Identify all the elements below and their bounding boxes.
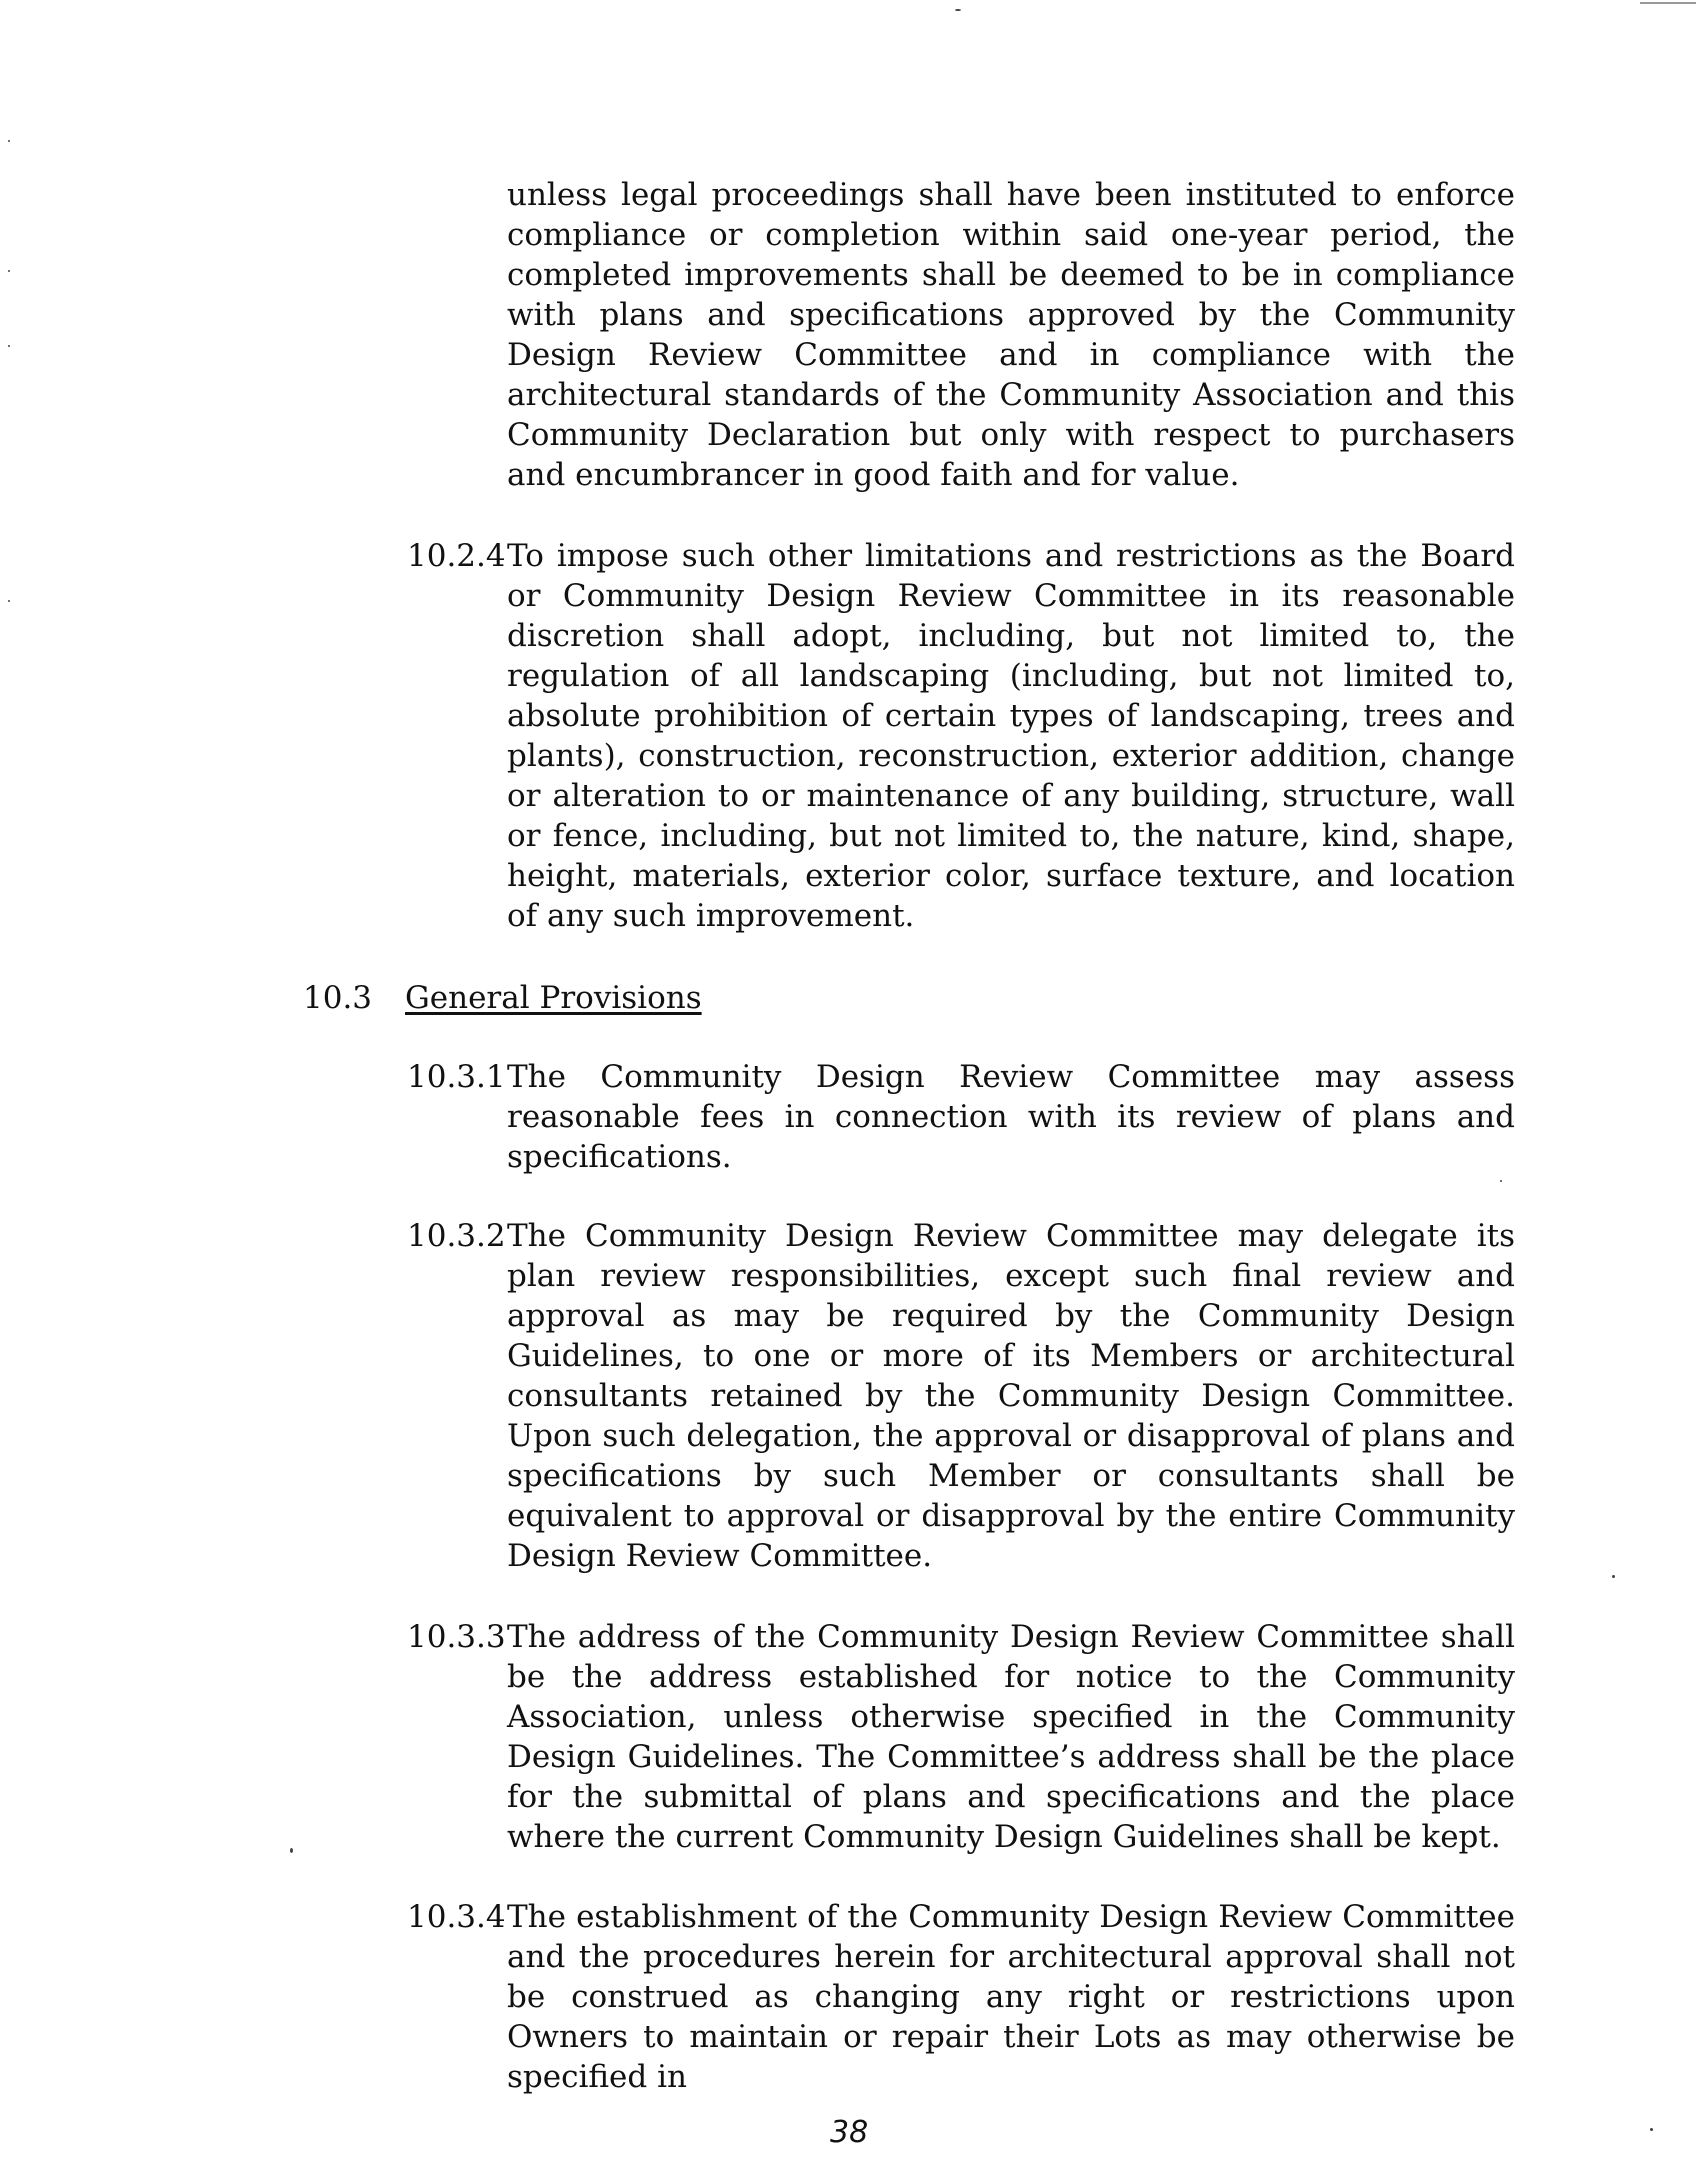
item-10-3-2 (407, 1216, 1515, 1576)
item-text: The Community Design Review Committee may assess reasonable fees in connection with its review of plans and specifications. (507, 1059, 1515, 1175)
continuation-paragraph: unless legal proceedings shall have been instituted to enforce compliance or completion within said one-year period, the completed improvements shall be deemed to be in compliance with plans and specifications approved by the Community Design Review Committee and in compliance with the architectural standards of the Community Association and this Community Declaration but only with respect to purchasers and encumbrancer in good faith and for value. (507, 177, 1515, 493)
scan-edge-mark (1640, 2, 1696, 4)
item-number: 10.3.4 (407, 1899, 506, 1935)
scan-speck (8, 270, 10, 272)
scan-speck (290, 1848, 293, 1853)
item-text: The Community Design Review Committee may delegate its plan review responsibilities, except such final review and approval as may be required by the Community Design Guidelines, to one or more of its Members or architectural consultants retained by the Community Design Committee. Upon such delegation, the approval or disapproval of plans and specifications by such Member or consultants shall be equivalent to approval or disapproval by the entire Community Design Review Committee. (507, 1218, 1515, 1574)
scan-speck (1612, 1575, 1615, 1578)
page-number: 38 (830, 2115, 869, 2150)
item-text: The establishment of the Community Design Review Committee and the procedures herein for architectural approval shall not be construed as changing any right or restrictions upon Owners to maintain or repair their Lots as may otherwise be specified in (507, 1899, 1515, 2095)
section-number: 10.3 (303, 980, 373, 1016)
item-number: 10.3.2 (407, 1218, 506, 1254)
item-number: 10.3.3 (407, 1619, 506, 1655)
item-text: To impose such other limitations and restrictions as the Board or Community Design Review Committee in its reasonable discretion shall adopt, including, but not limited to, the regulation of all landscaping (including, but not limited to, absolute prohibition of certain types of landscaping, trees and plants), construction, reconstruction, exterior addition, change or alteration to or maintenance of any building, structure, wall or fence, including, but not limited to, the nature, kind, shape, height, materials, exterior color, surface texture, and location of any such improvement. (507, 538, 1515, 934)
item-number: 10.2.4 (407, 538, 506, 574)
scan-speck (8, 140, 10, 142)
scan-speck (955, 9, 961, 11)
item-10-2-4 (407, 536, 1515, 936)
scan-speck (1650, 2128, 1653, 2131)
item-10-3-4 (407, 1897, 1515, 2097)
item-10-3-1 (407, 1057, 1515, 1177)
item-text: The address of the Community Design Review Committee shall be the address established for notice to the Community Association, unless otherwise specified in the Community Design Guidelines. The Committee’s address shall be the place for the submittal of plans and specifications and the place where the current Community Design Guidelines shall be kept. (507, 1619, 1515, 1855)
scan-speck (1500, 1180, 1502, 1182)
scan-speck (8, 600, 10, 602)
item-10-3-3 (407, 1617, 1515, 1857)
item-number: 10.3.1 (407, 1059, 506, 1095)
scan-speck (8, 345, 10, 347)
section-title: General Provisions (405, 980, 702, 1016)
